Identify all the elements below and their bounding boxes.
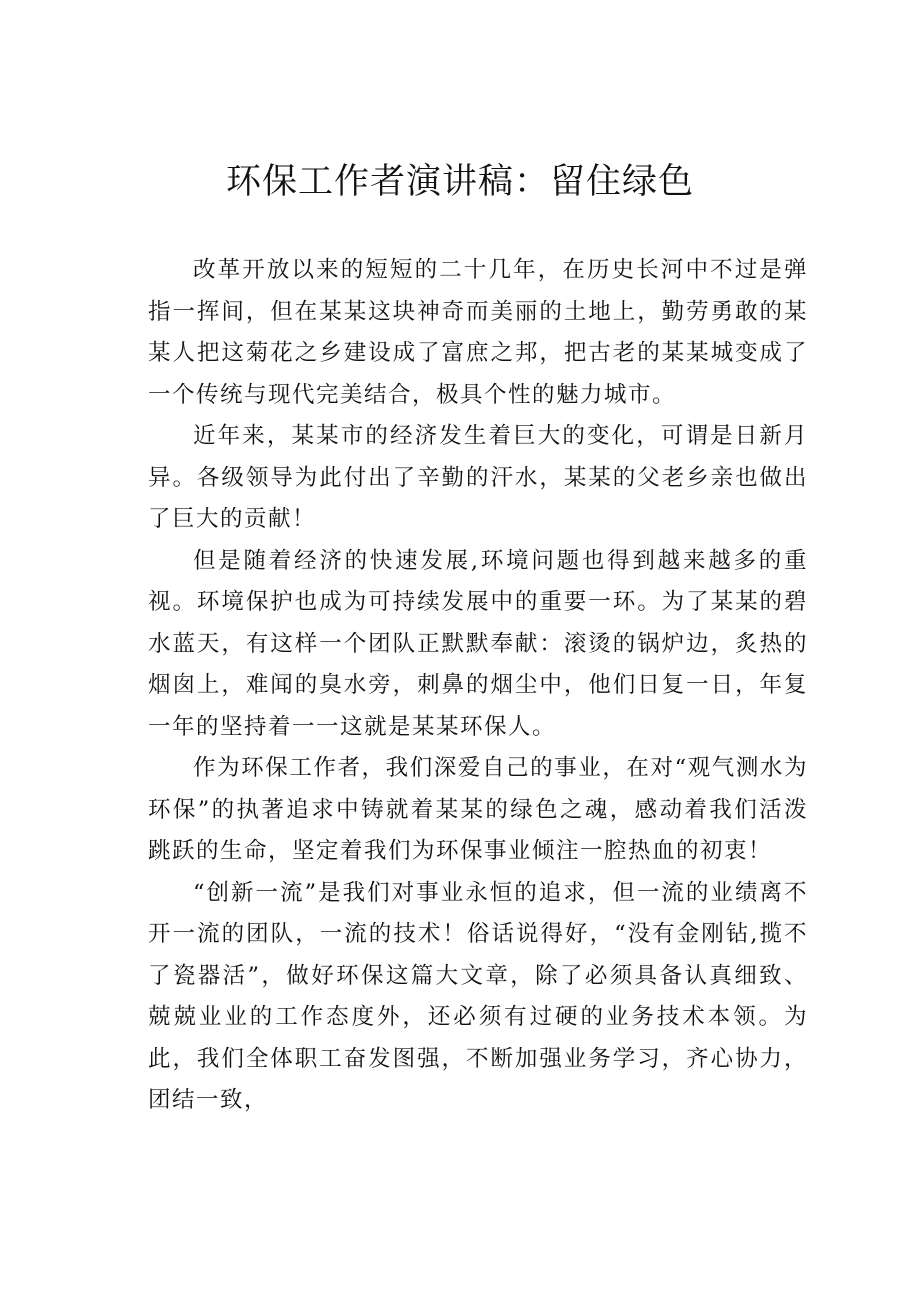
paragraph-1: 改革开放以来的短短的二十几年，在历史长河中不过是弹指一挥间，但在某某这块神奇而美丽的土地上，勤劳勇敢的某某人把这菊花之乡建设成了富庶之邦，把古老的某某城变成了一个传统与现代完美结合，极具个性的魅力城市。 — [148, 257, 808, 408]
paragraph-5: “创新一流”是我们对事业永恒的追求，但一流的业绩离不开一流的团队，一流的技术！俗话说得好，“没有金刚钻,揽不了瓷器活”，做好环保这篇大文章，除了必须具备认真细致、兢兢业业的工作态度外，还必须有过硬的业务技术本领。为此，我们全体职工奋发图强，不断加强业务学习，齐心协力，团结一致， — [148, 879, 808, 1113]
document-body — [148, 250, 808, 1122]
paragraph-2: 近年来，某某市的经济发生着巨大的变化，可谓是日新月异。各级领导为此付出了辛勤的汗水，某某的父老乡亲也做出了巨大的贡献！ — [148, 423, 808, 532]
paragraph-4: 作为环保工作者，我们深爱自己的事业，在对“观气测水为环保”的执著追求中铸就着某某的绿色之魂，感动着我们活泼跳跃的生命，坚定着我们为环保事业倾注一腔热血的初衷！ — [148, 755, 808, 864]
document-title: 环保工作者演讲稿：留住绿色 — [225, 162, 694, 202]
paragraph-3: 但是随着经济的快速发展,环境问题也得到越来越多的重视。环境保护也成为可持续发展中的重要一环。为了某某的碧水蓝天，有这样一个团队正默默奉献：滚烫的锅炉边，炙热的烟囱上，难闻的臭水旁，刺鼻的烟尘中，他们日复一日，年复一年的坚持着一一这就是某某环保人。 — [148, 547, 808, 740]
